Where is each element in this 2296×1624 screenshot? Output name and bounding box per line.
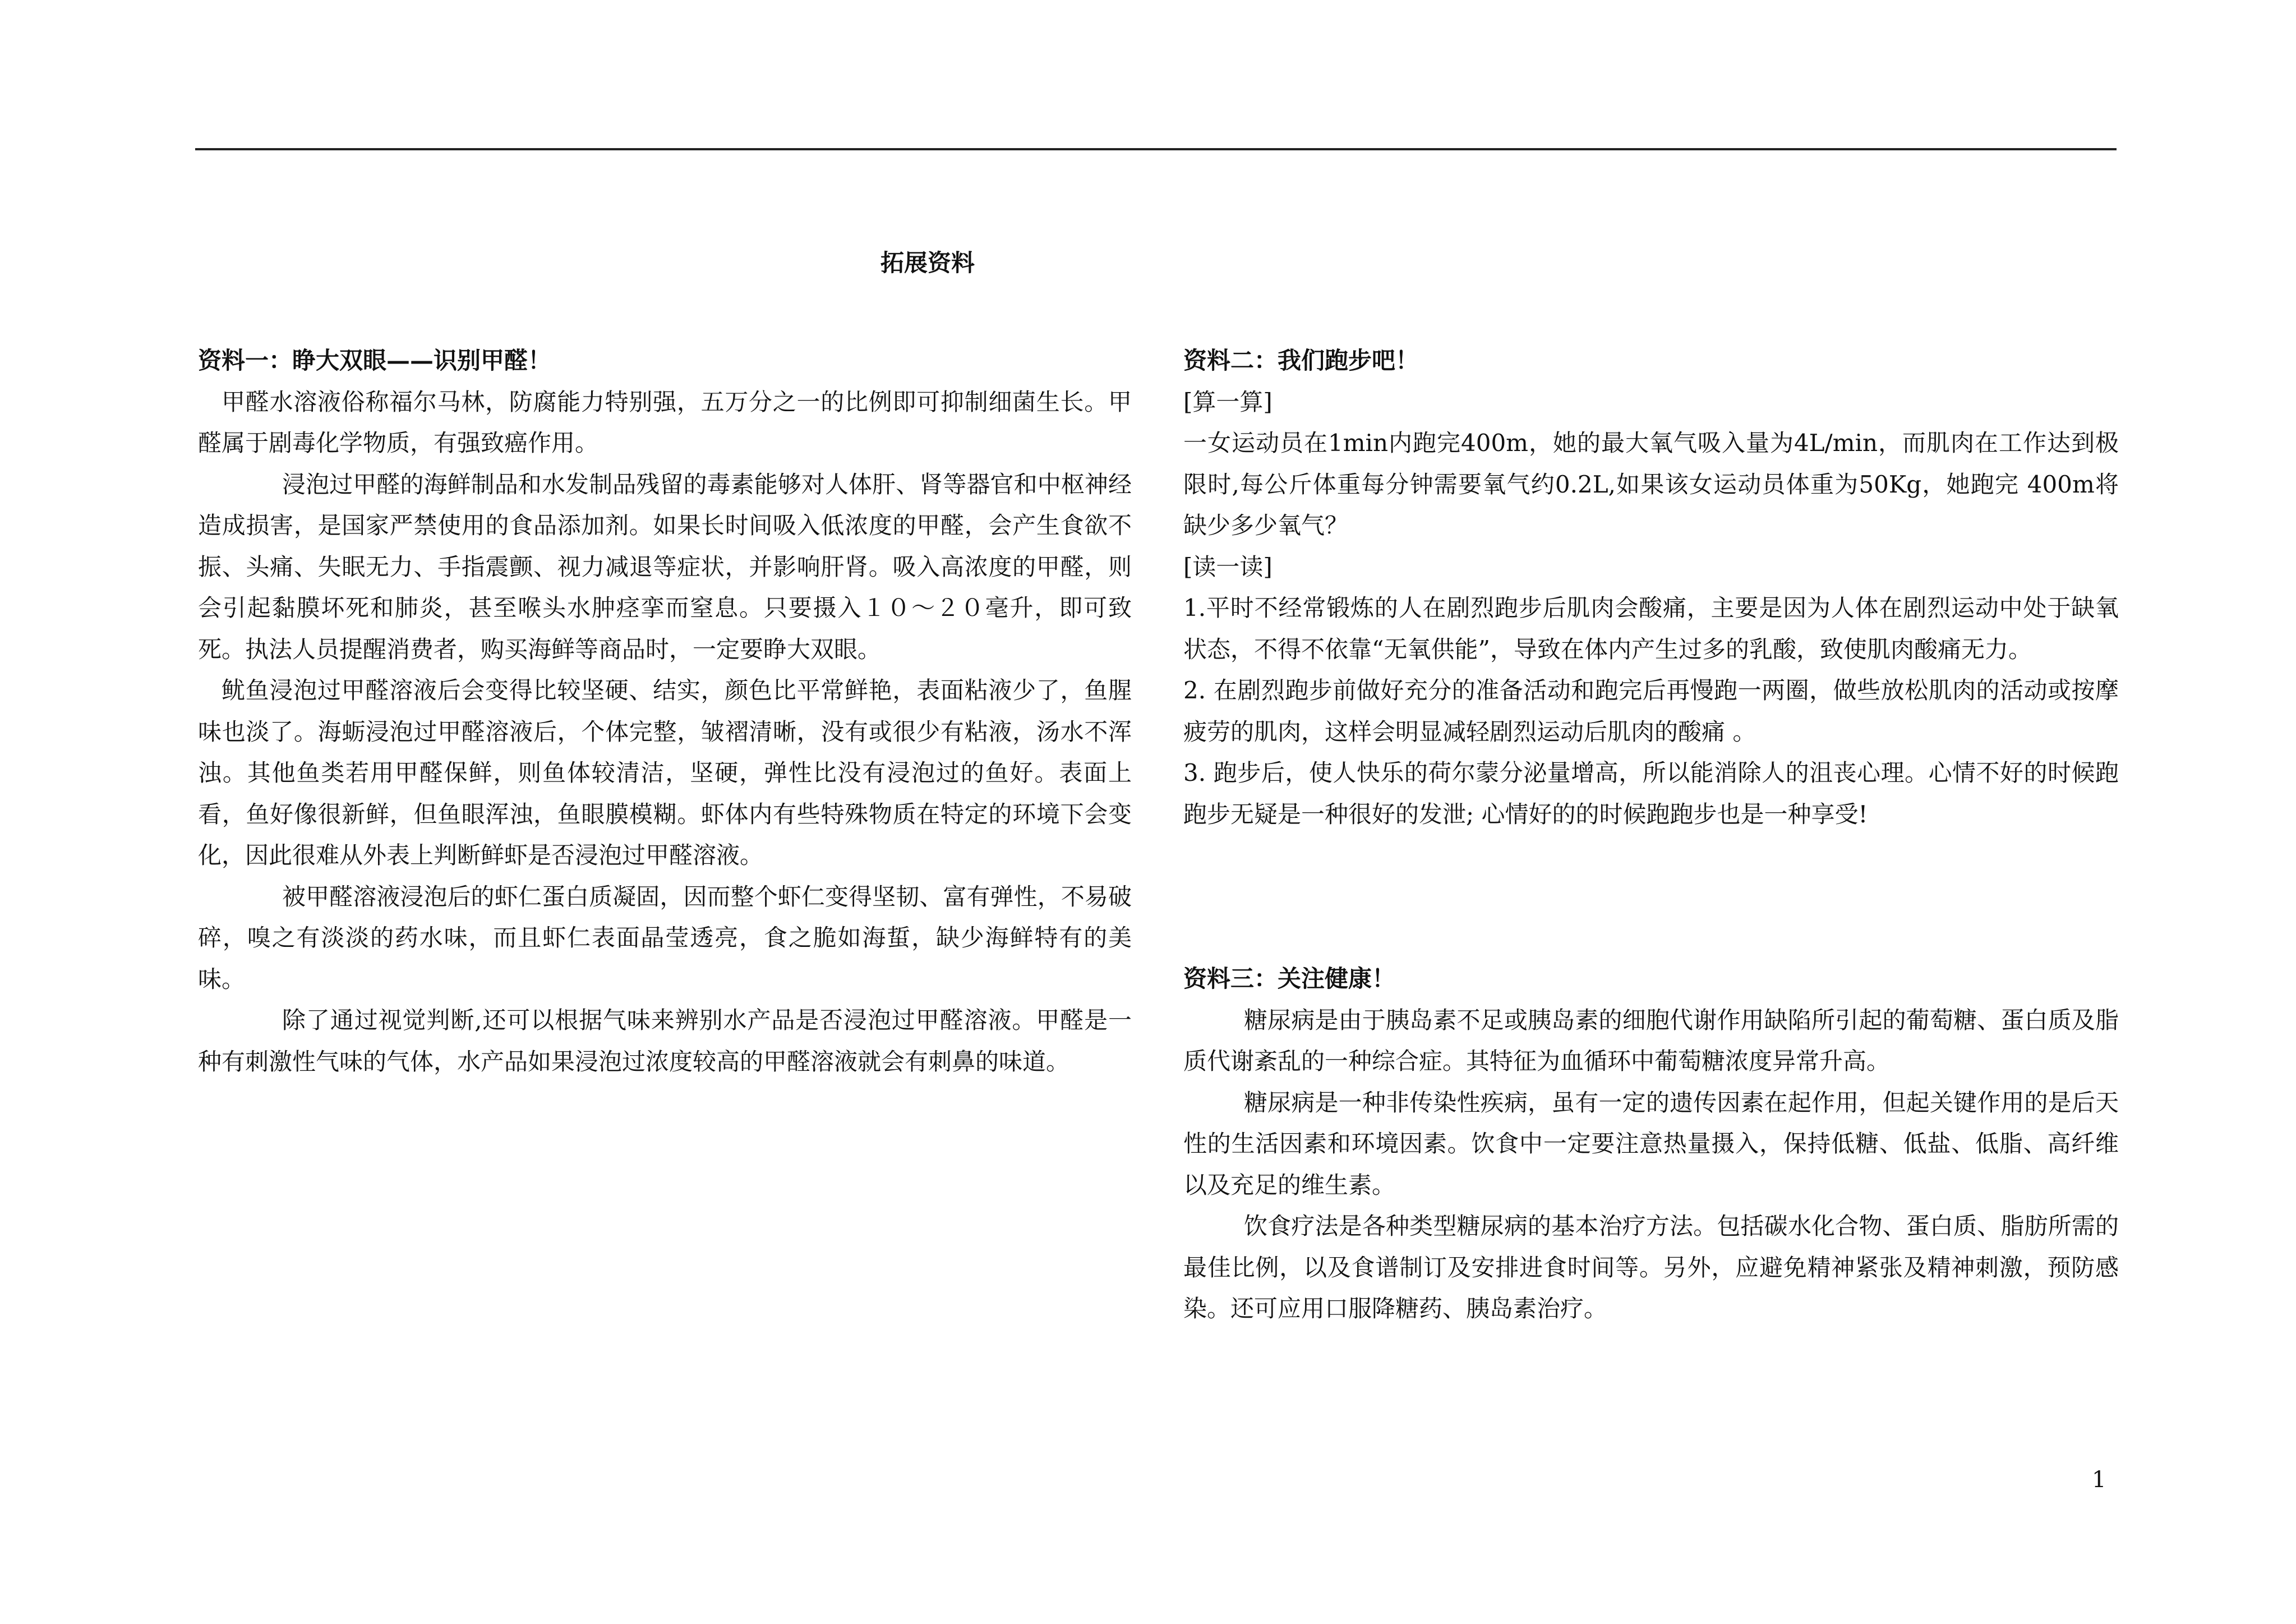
section1-paragraph: 除了通过视觉判断,还可以根据气味来辨别水产品是否浸泡过甲醛溶液。甲醛是一种有刺激性气味的气体，水产品如果浸泡过浓度较高的甲醛溶液就会有刺鼻的味道。 (198, 1006, 1132, 1075)
section3-heading: 资料三：关注健康！ (1183, 965, 1396, 992)
page-number: 1 (2092, 1467, 2106, 1493)
section1-paragraph: 甲醛水溶液俗称福尔马林，防腐能力特别强，五万分之一的比例即可抑制细菌生长。甲醛属于剧毒化学物质，有强致癌作用。 (198, 388, 1132, 457)
section1-paragraph: 鱿鱼浸泡过甲醛溶液后会变得比较坚硬、结实，颜色比平常鲜艳，表面粘液少了，鱼腥味也淡了。海蛎浸泡过甲醛溶液后，个体完整，皱褶清晰，没有或很少有粘液，汤水不浑浊。其他鱼类若用甲醛保鲜，则鱼体较清洁，坚硬，弹性比没有浸泡过的鱼好。表面上看，鱼好像很新鲜，但鱼眼浑浊，鱼眼膜模糊。虾体内有些特殊物质在特定的环境下会变化，因此很难从外表上判断鲜虾是否浸泡过甲醛溶液。 (198, 677, 1132, 869)
read-label: [读一读] (1183, 553, 1273, 581)
section3-paragraph: 饮食疗法是各种类型糖尿病的基本治疗方法。包括碳水化合物、蛋白质、脂肪所需的最佳比例，以及食谱制订及安排进食时间等。另外，应避免精神紧张及精神刺激，预防感染。还可应用口服降糖药、胰岛素治疗。 (1183, 1212, 2119, 1322)
read-item: 2. 在剧烈跑步前做好充分的准备活动和跑完后再慢跑一两圈，做些放松肌肉的活动或按摩疲劳的肌肉，这样会明显减轻剧烈运动后肌肉的酸痛 。 (1183, 677, 2119, 746)
section-spacer (1183, 835, 2119, 958)
read-item: 3. 跑步后，使人快乐的荷尔蒙分泌量增高，所以能消除人的沮丧心理。心情不好的时候跑跑步无疑是一种很好的发泄; 心情好的的时候跑跑步也是一种享受! (1183, 759, 2119, 828)
section2-heading: 资料二：我们跑步吧！ (1183, 347, 1419, 374)
calc-text: 一女运动员在1min内跑完400m，她的最大氧气吸入量为4L/min，而肌肉在工作达到极限时,每公斤体重每分钟需要氧气约0.2L,如果该女运动员体重为50Kg，她跑完 400m将缺少多少氧气？ (1183, 429, 2119, 539)
left-column (198, 340, 1132, 1082)
section3-paragraph: 糖尿病是一种非传染性疾病，虽有一定的遗传因素在起作用，但起关键作用的是后天性的生活因素和环境因素。饮食中一定要注意热量摄入，保持低糖、低盐、低脂、高纤维以及充足的维生素。 (1183, 1088, 2119, 1199)
section3-paragraph: 糖尿病是由于胰岛素不足或胰岛素的细胞代谢作用缺陷所引起的葡萄糖、蛋白质及脂质代谢紊乱的一种综合症。其特征为血循环中葡萄糖浓度异常升高。 (1183, 1006, 2119, 1075)
section1-heading: 资料一：睁大双眼——识别甲醛！ (198, 347, 552, 374)
header-rule (195, 148, 2117, 150)
read-item: 1.平时不经常锻炼的人在剧烈跑步后肌肉会酸痛，主要是因为人体在剧烈运动中处于缺氧状态，不得不依靠“无氧供能”，导致在体内产生过多的乳酸，致使肌肉酸痛无力。 (1183, 594, 2119, 663)
section1-paragraph: 被甲醛溶液浸泡后的虾仁蛋白质凝固，因而整个虾仁变得坚韧、富有弹性，不易破碎，嗅之有淡淡的药水味，而且虾仁表面晶莹透亮，食之脆如海蜇，缺少海鲜特有的美味。 (198, 882, 1132, 993)
document-title: 拓展资料 (880, 249, 975, 277)
section1-paragraph: 浸泡过甲醛的海鲜制品和水发制品残留的毒素能够对人体肝、肾等器官和中枢神经造成损害，是国家严禁使用的食品添加剂。如果长时间吸入低浓度的甲醛，会产生食欲不振、头痛、失眠无力、手指震颤、视力减退等症状，并影响肝肾。吸入高浓度的甲醛，则会引起黏膜坏死和肺炎，甚至喉头水肿痉挛而窒息。只要摄入１０～２０毫升，即可致死。执法人员提醒消费者，购买海鲜等商品时，一定要睁大双眼。 (198, 470, 1132, 663)
right-column (1183, 340, 2119, 1329)
calc-label: [算一算] (1183, 388, 1273, 416)
